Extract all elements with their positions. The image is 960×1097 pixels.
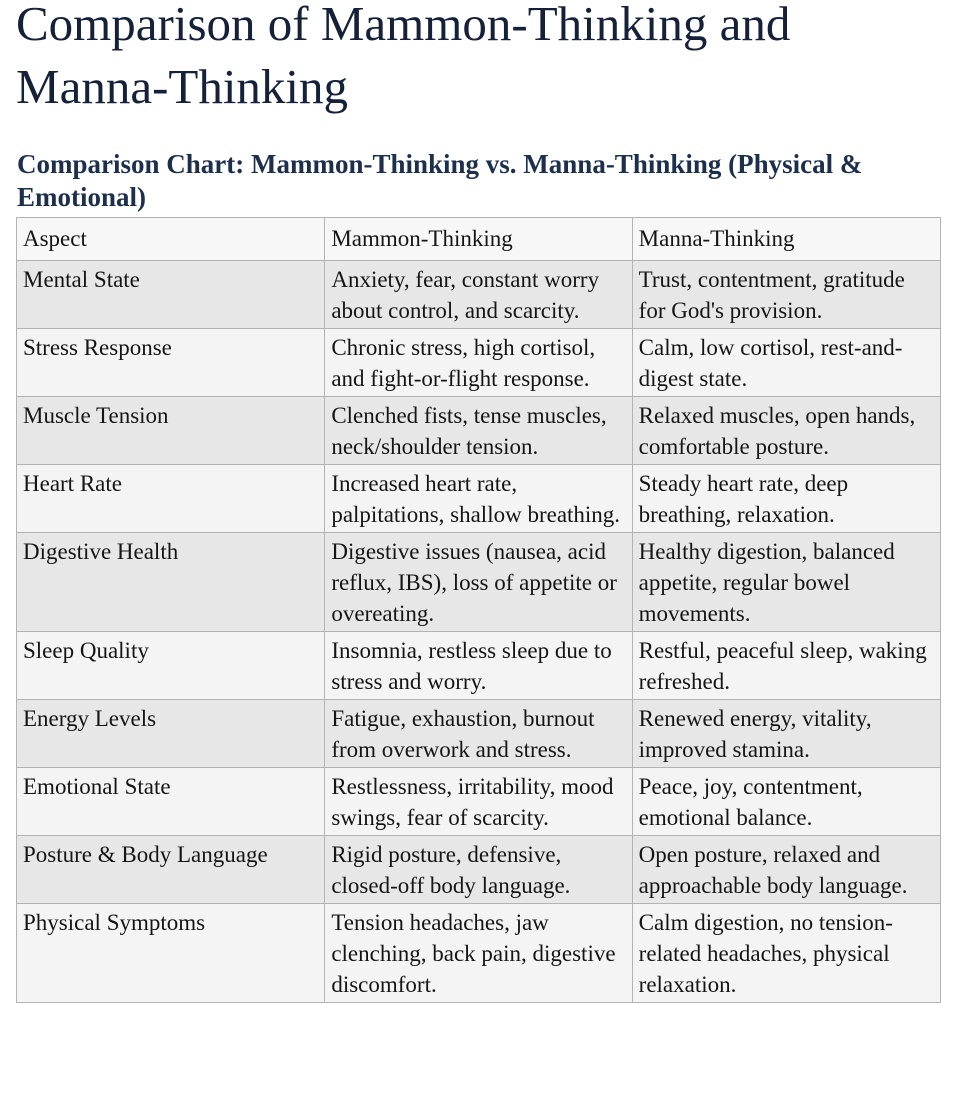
table-row [17, 632, 941, 700]
mammon-cell: Chronic stress, high cortisol, and fight-or-flight response. [325, 329, 632, 397]
mammon-cell: Increased heart rate, palpitations, shallow breathing. [325, 465, 632, 533]
manna-cell: Peace, joy, contentment, emotional balance. [632, 768, 940, 836]
manna-cell: Open posture, relaxed and approachable body language. [632, 836, 940, 904]
table-row [17, 465, 941, 533]
comparison-table [16, 217, 941, 1003]
aspect-cell: Heart Rate [17, 465, 325, 533]
aspect-cell: Energy Levels [17, 700, 325, 768]
aspect-cell: Muscle Tension [17, 397, 325, 465]
aspect-cell: Posture & Body Language [17, 836, 325, 904]
aspect-cell: Physical Symptoms [17, 904, 325, 1003]
chart-heading: Comparison Chart: Mammon-Thinking vs. Manna-Thinking (Physical & Emotional) [17, 149, 863, 212]
mammon-cell: Digestive issues (nausea, acid reflux, IBS), loss of appetite or overeating. [325, 533, 632, 632]
header-mammon-thinking: Mammon-Thinking [325, 218, 632, 261]
table-row [17, 261, 941, 329]
aspect-cell: Sleep Quality [17, 632, 325, 700]
table-row [17, 329, 941, 397]
manna-cell: Steady heart rate, deep breathing, relaxation. [632, 465, 940, 533]
table-body [17, 261, 941, 1003]
table-row [17, 836, 941, 904]
table-row [17, 700, 941, 768]
mammon-cell: Tension headaches, jaw clenching, back pain, digestive discomfort. [325, 904, 632, 1003]
aspect-cell: Emotional State [17, 768, 325, 836]
manna-cell: Trust, contentment, gratitude for God's provision. [632, 261, 940, 329]
aspect-cell: Mental State [17, 261, 325, 329]
manna-cell: Calm digestion, no tension-related headaches, physical relaxation. [632, 904, 940, 1003]
page-title: Comparison of Mammon-Thinking and Manna-Thinking [16, 0, 791, 114]
mammon-cell: Insomnia, restless sleep due to stress and worry. [325, 632, 632, 700]
table-row [17, 904, 941, 1003]
manna-cell: Restful, peaceful sleep, waking refreshed. [632, 632, 940, 700]
table-row [17, 533, 941, 632]
table-row [17, 768, 941, 836]
header-aspect: Aspect [17, 218, 325, 261]
mammon-cell: Clenched fists, tense muscles, neck/shoulder tension. [325, 397, 632, 465]
mammon-cell: Fatigue, exhaustion, burnout from overwork and stress. [325, 700, 632, 768]
mammon-cell: Rigid posture, defensive, closed-off body language. [325, 836, 632, 904]
table-header-row [17, 218, 941, 261]
table-row [17, 397, 941, 465]
manna-cell: Relaxed muscles, open hands, comfortable posture. [632, 397, 940, 465]
mammon-cell: Anxiety, fear, constant worry about control, and scarcity. [325, 261, 632, 329]
aspect-cell: Stress Response [17, 329, 325, 397]
manna-cell: Calm, low cortisol, rest-and-digest state. [632, 329, 940, 397]
manna-cell: Healthy digestion, balanced appetite, regular bowel movements. [632, 533, 940, 632]
aspect-cell: Digestive Health [17, 533, 325, 632]
mammon-cell: Restlessness, irritability, mood swings, fear of scarcity. [325, 768, 632, 836]
header-manna-thinking: Manna-Thinking [632, 218, 940, 261]
manna-cell: Renewed energy, vitality, improved stamina. [632, 700, 940, 768]
